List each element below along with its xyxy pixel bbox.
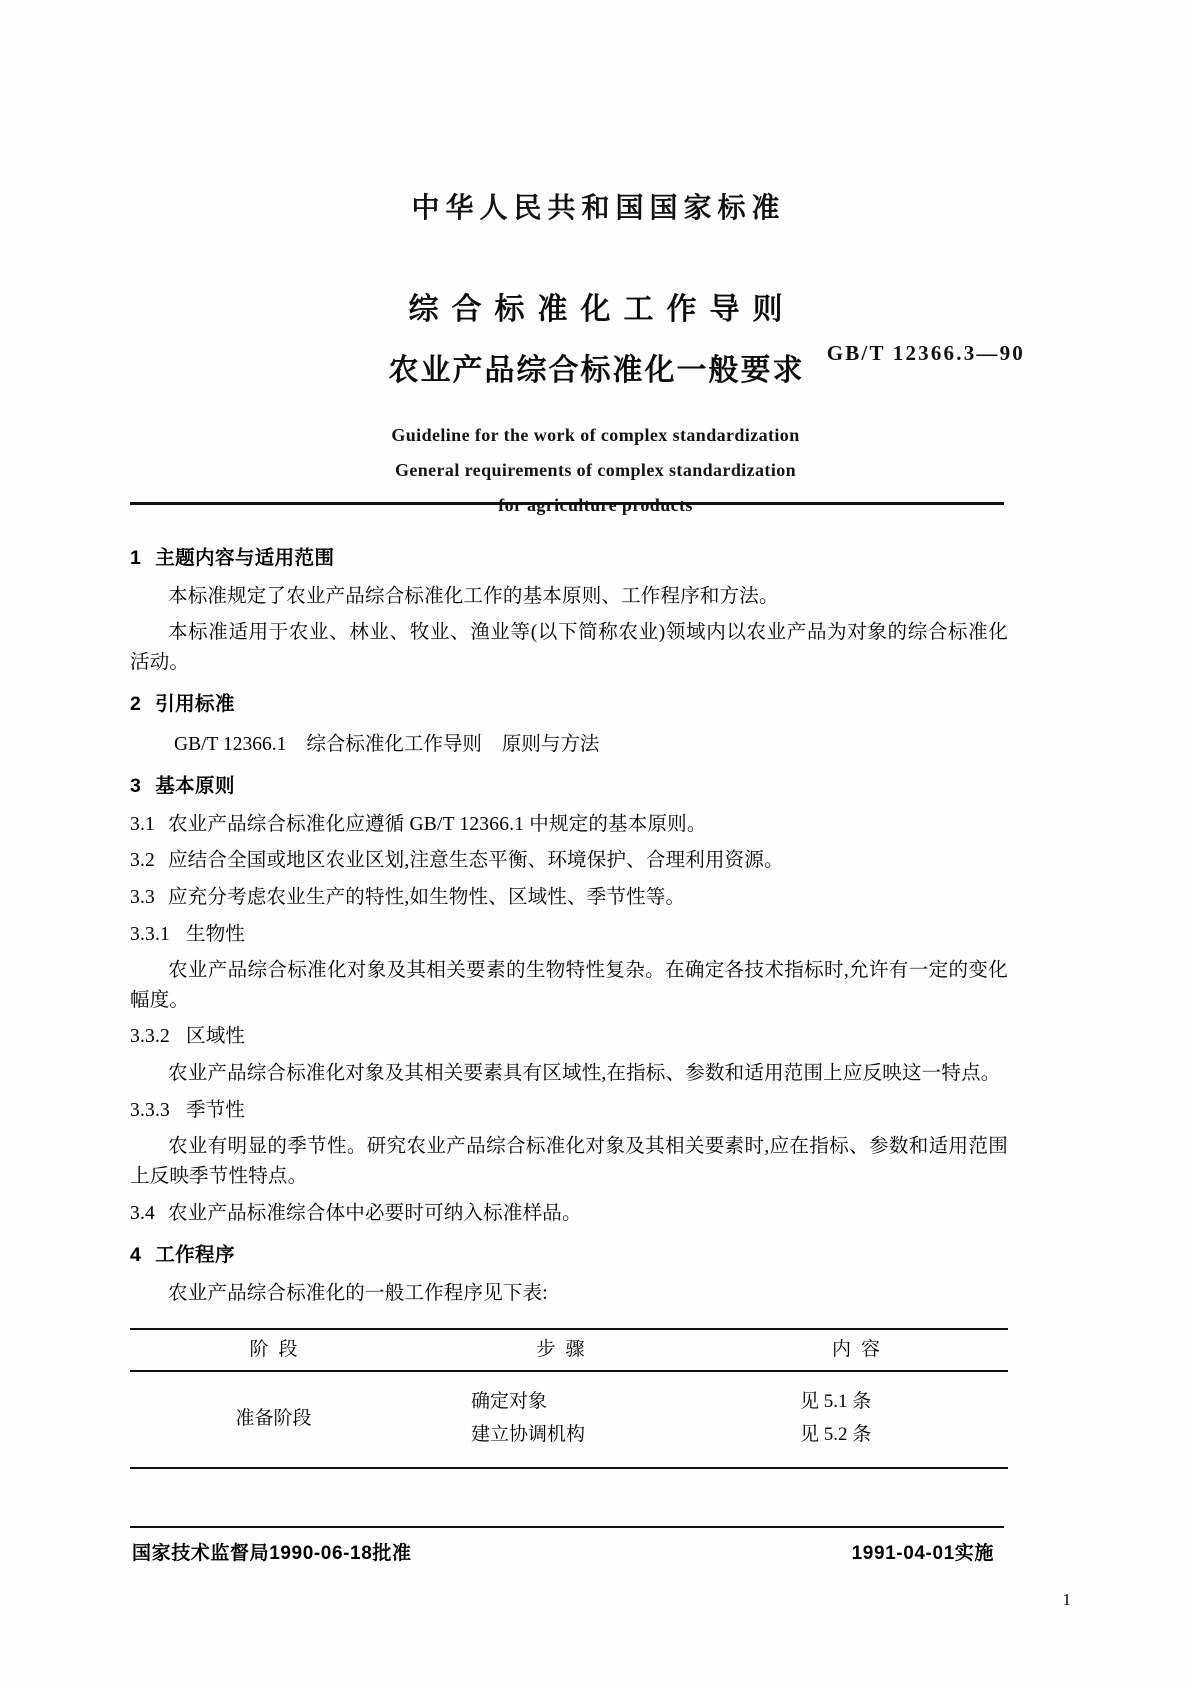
national-standard-label: 中华人民共和国国家标准 [411,192,786,223]
clause-3-3-3-heading [130,1092,1008,1129]
clause-3-3-3-title: 季节性 [186,1099,246,1121]
document-body [130,534,1008,1469]
clause-3-4 [130,1195,1008,1232]
clause-3-3-1-text: 农业产品综合标准化对象及其相关要素的生物特性复杂。在确定各技术指标时,允许有一定的变化幅度。 [130,960,1008,1011]
cell-content [704,1371,1008,1467]
clause-3-4-number: 3.4 [130,1202,155,1224]
clause-3-3-number: 3.3 [130,886,155,908]
clause-3-1 [130,806,1008,843]
clause-3-3-2-title: 区域性 [186,1026,246,1048]
section-3-title: 基本原则 [155,775,235,798]
section-1-paragraph-2: 本标准适用于农业、林业、牧业、渔业等(以下简称农业)领域内以农业产品为对象的综合标准化活动。 [130,622,1008,673]
clause-3-2-number: 3.2 [130,850,155,872]
document-title-line-2: 农业产品综合标准化一般要求 [388,354,805,387]
english-title-line-3: for agriculture products [498,495,693,515]
step-item: 确定对象 [471,1391,548,1413]
clause-3-2 [130,842,1008,879]
effective-date-statement: 1991-04-01实施 [851,1543,994,1564]
english-title-line-1: Guideline for the work of complex standardization [391,425,800,445]
content-list [704,1386,1008,1451]
approval-statement: 国家技术监督局1990-06-18批准 [132,1543,412,1564]
column-header-step: 步骤 [536,1339,595,1361]
clause-3-3-text: 应充分考虑农业生产的特性,如生物性、区域性、季节性等。 [167,886,686,908]
section-2-heading [130,680,1008,724]
header-divider-rule [130,502,1004,505]
content-item: 见 5.2 条 [800,1423,872,1445]
section-2-number: 2 [130,693,142,716]
section-4-title: 工作程序 [155,1244,235,1267]
work-procedure-table [130,1328,1008,1468]
section-1-heading [130,534,1008,578]
column-header-stage: 阶段 [249,1339,308,1361]
cell-stage: 准备阶段 [235,1407,312,1429]
english-title-line-2: General requirements of complex standardization [394,460,797,480]
cell-step [417,1371,704,1467]
referenced-standard-subtitle: 原则与方法 [501,733,600,755]
section-3-number: 3 [130,775,142,798]
clause-3-3-2-number: 3.3.2 [130,1026,170,1048]
clause-3-3-3-number: 3.3.3 [130,1099,170,1121]
clause-3-3 [130,879,1008,916]
step-list [417,1386,704,1451]
footer-divider-rule [130,1526,1004,1528]
clause-3-3-1-number: 3.3.1 [130,923,170,945]
standard-number: GB/T 12366.3—90 [826,341,1025,365]
clause-3-3-1-heading [130,916,1008,953]
table-head [130,1329,1008,1371]
clause-3-3-1-title: 生物性 [186,923,246,945]
table-body [130,1371,1008,1467]
section-4-lead-in: 农业产品综合标准化的一般工作程序见下表: [168,1282,548,1304]
clause-3-3-2-heading [130,1018,1008,1055]
section-1-paragraph-1: 本标准规定了农业产品综合标准化工作的基本原则、工作程序和方法。 [168,585,779,607]
referenced-standard-code: GB/T 12366.1 [174,733,287,755]
section-4-number: 4 [130,1244,142,1267]
section-1-title: 主题内容与适用范围 [155,547,335,569]
section-1-number: 1 [130,547,142,569]
table-header-row [130,1329,1008,1371]
clause-3-3-2-text: 农业产品综合标准化对象及其相关要素具有区域性,在指标、参数和适用范围上应反映这一特点。 [168,1063,1001,1084]
content-item: 见 5.1 条 [800,1391,872,1413]
page-footer [130,1538,1008,1565]
column-header-content: 内容 [831,1339,890,1361]
section-2-title: 引用标准 [155,693,235,716]
cover-block [0,186,1191,516]
page-number: 1 [1062,1590,1071,1609]
section-3-heading [130,762,1008,806]
referenced-standard-title: 综合标准化工作导则 [306,733,482,755]
clause-3-1-text: 农业产品综合标准化应遵循 GB/T 12366.1 中规定的基本原则。 [167,813,707,835]
document-title-line-1: 综合标准化工作导则 [408,293,796,326]
clause-3-4-text: 农业产品标准综合体中必要时可纳入标准样品。 [167,1202,582,1224]
clause-3-3-3-text: 农业有明显的季节性。研究农业产品综合标准化对象及其相关要素时,应在指标、参数和适用范围上反映季节性特点。 [130,1136,1008,1187]
clause-3-2-text: 应结合全国或地区农业区划,注意生态平衡、环境保护、合理利用资源。 [167,850,784,872]
table-row [130,1371,1008,1467]
referenced-standard [130,724,1008,762]
section-4-heading [130,1231,1008,1275]
clause-3-1-number: 3.1 [130,813,155,835]
step-item: 建立协调机构 [471,1423,586,1445]
